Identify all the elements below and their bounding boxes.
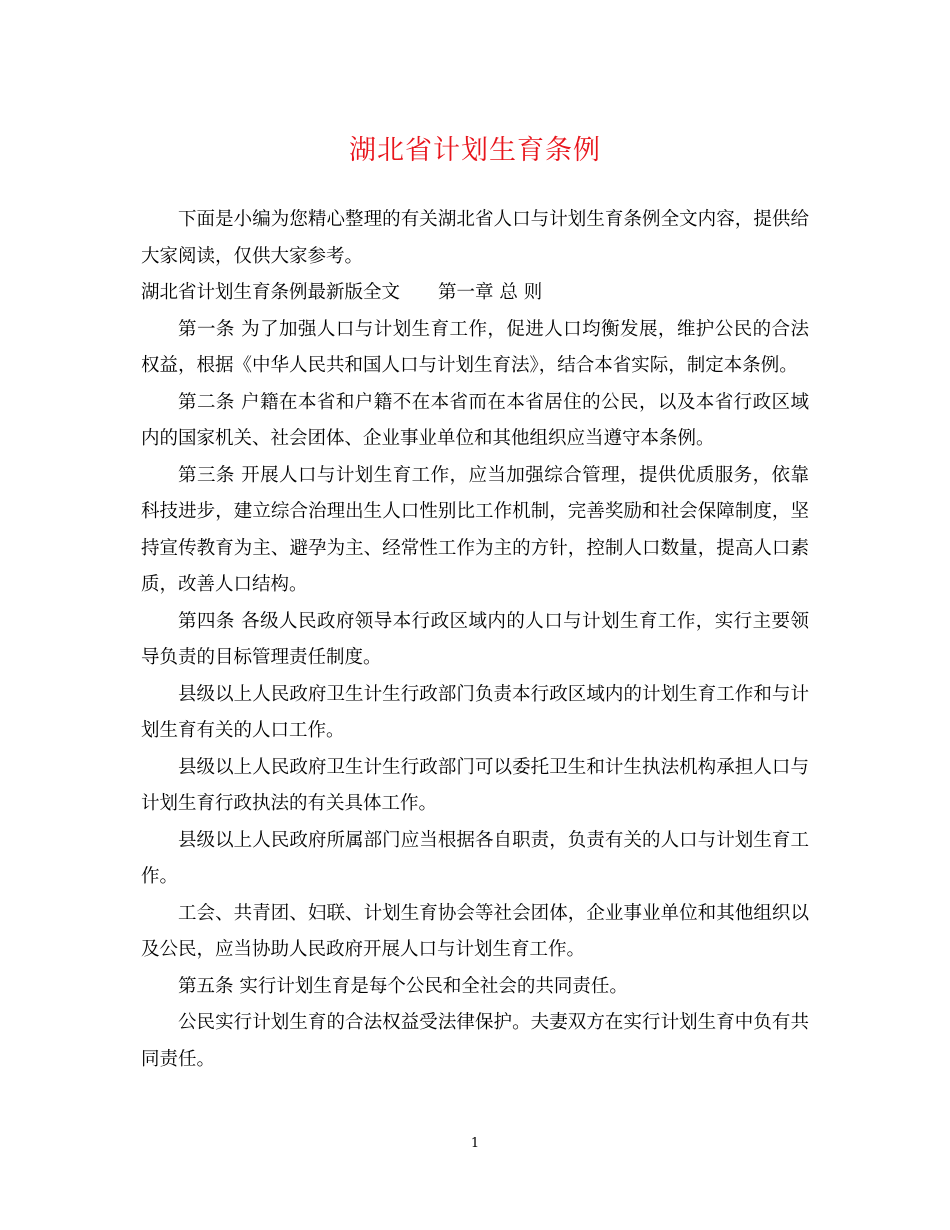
- article-paragraph: 第四条 各级人民政府领导本行政区域内的人口与计划生育工作，实行主要领导负责的目标管理责任制度。: [141, 610, 809, 668]
- section-heading-right: 第一章 总 则: [438, 282, 543, 303]
- page-number: 1: [470, 1136, 480, 1151]
- document-title: 湖北省计划生育条例: [349, 135, 601, 166]
- section-heading-left: 湖北省计划生育条例最新版全文: [141, 282, 401, 303]
- intro-paragraph: 下面是小编为您精心整理的有关湖北省人口与计划生育条例全文内容，提供给大家阅读，仅供大家参考。: [141, 209, 809, 267]
- article-paragraph: 公民实行计划生育的合法权益受法律保护。夫妻双方在实行计划生育中负有共同责任。: [141, 1012, 809, 1070]
- article-paragraph: 第一条 为了加强人口与计划生育工作，促进人口均衡发展，维护公民的合法权益，根据《中华人民共和国人口与计划生育法》，结合本省实际，制定本条例。: [141, 318, 809, 376]
- article-paragraph: 第三条 开展人口与计划生育工作，应当加强综合管理，提供优质服务，依靠科技进步，建立综合治理出生人口性别比工作机制，完善奖励和社会保障制度，坚持宣传教育为主、避孕为主、经常性工作为主的方针，控制人口数量，提高人口素质，改善人口结构。: [141, 464, 809, 595]
- document-body: [141, 202, 809, 1078]
- article-paragraph: 县级以上人民政府卫生计生行政部门可以委托卫生和计生执法机构承担人口与计划生育行政执法的有关具体工作。: [141, 756, 809, 814]
- article-paragraph: 工会、共青团、妇联、计划生育协会等社会团体，企业事业单位和其他组织以及公民，应当协助人民政府开展人口与计划生育工作。: [141, 902, 809, 960]
- section-heading: [141, 275, 809, 312]
- article-paragraph: 第二条 户籍在本省和户籍不在本省而在本省居住的公民，以及本省行政区域内的国家机关、社会团体、企业事业单位和其他组织应当遵守本条例。: [141, 391, 809, 449]
- article-paragraph: 县级以上人民政府卫生计生行政部门负责本行政区域内的计划生育工作和与计划生育有关的人口工作。: [141, 683, 809, 741]
- article-paragraph: 县级以上人民政府所属部门应当根据各自职责，负责有关的人口与计划生育工作。: [141, 829, 809, 887]
- article-paragraph: 第五条 实行计划生育是每个公民和全社会的共同责任。: [178, 975, 628, 997]
